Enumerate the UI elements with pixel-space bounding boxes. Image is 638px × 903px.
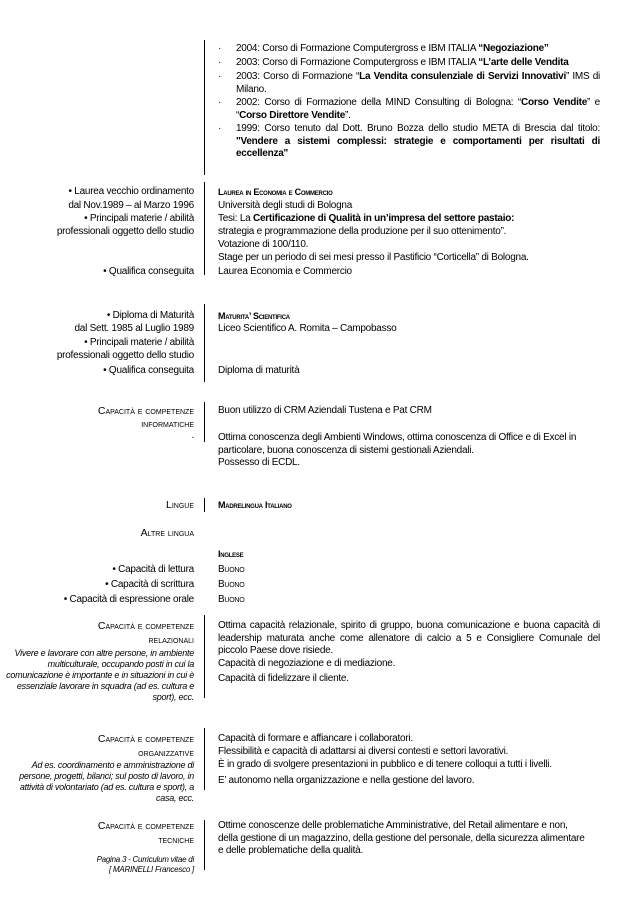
organizzative-label: organizzative bbox=[138, 747, 194, 759]
maturita-qualifica: Diploma di maturità bbox=[218, 365, 300, 376]
column-divider bbox=[204, 402, 205, 442]
organizzative-line: Flessibilità e capacità di adattarsi ai diversi contesti e settori lavorativi. bbox=[218, 746, 509, 757]
laurea-grade: Votazione di 100/110. bbox=[218, 239, 309, 250]
maturita-title: Maturita’ Scientifica bbox=[218, 311, 290, 321]
column-divider bbox=[204, 40, 205, 175]
bullet-icon: · bbox=[218, 71, 222, 82]
informatiche-crm: Buon utilizzo di CRM Aziendali Tustena e Pat CRM bbox=[218, 405, 432, 416]
relazionali-label: relazionali bbox=[148, 634, 194, 646]
bullet-icon: · bbox=[218, 97, 222, 108]
organizzative-line: E’ autonomo nella organizzazione e nella gestione del lavoro. bbox=[218, 775, 475, 786]
organizzative-line: È in grado di svolgere presentazioni in pubblico e di tenere colloqui a tutti i livelli. bbox=[218, 759, 552, 770]
maturita-dates-label: dal Sett. 1985 al Luglio 1989 bbox=[74, 323, 194, 334]
maturita-materie-label: professionali oggetto dello studio bbox=[56, 350, 194, 361]
tecniche-label: Capacità e competenze bbox=[97, 820, 194, 832]
orale-label: • Capacità di espressione orale bbox=[63, 594, 194, 605]
lingue-label: Lingue bbox=[165, 499, 194, 511]
relazionali-negoziazione: Capacità di negoziazione e di mediazione. bbox=[218, 658, 396, 669]
footer-page-label: Pagina 3 - Curriculum vitae di bbox=[96, 855, 194, 864]
organizzative-line: Capacità di formare e affiancare i collaboratori. bbox=[218, 733, 413, 744]
column-divider bbox=[204, 615, 205, 698]
column-divider bbox=[204, 728, 205, 790]
laurea-university: Università degli studi di Bologna bbox=[218, 200, 353, 211]
lettura-label: • Capacità di lettura bbox=[112, 564, 194, 575]
informatiche-label: Capacità e competenze bbox=[97, 405, 194, 417]
laurea-stage: Stage per un periodo di sei mesi presso il Pastificio “Corticella” di Bologna. bbox=[218, 252, 529, 263]
laurea-title: Laurea in Economia e Commercio bbox=[218, 187, 333, 197]
altre-lingue-label: Altre lingua bbox=[140, 527, 194, 539]
maturita-materie-label: • Principali materie / abilità bbox=[84, 337, 194, 348]
madrelingua: Madrelingua Italiano bbox=[218, 500, 292, 510]
relazionali-description: Vivere e lavorare con altre persone, in ambiente multiculturale, occupando posti in cui la comunicazione è importante e in situazioni in cui è essenziale lavorare in squadra (ad es. cultura e sport), ecc. bbox=[6, 648, 194, 702]
column-divider bbox=[204, 498, 205, 512]
informatiche-para: Ottima conoscenza degli Ambienti Windows, ottima conoscenza di Office e di Excel in particolare, buona conoscenza di sistemi gestionali Aziendali. bbox=[218, 432, 577, 456]
laurea-qualifica: Laurea Economia e Commercio bbox=[218, 266, 352, 277]
relazionali-label: Capacità e competenze bbox=[97, 620, 194, 632]
informatiche-ecdl: Possesso di ECDL. bbox=[218, 457, 300, 468]
footer-author: [ MARINELLI Francesco ] bbox=[109, 865, 194, 874]
laurea-type-label: • Laurea vecchio ordinamento bbox=[68, 186, 194, 197]
maturita-qualifica-label: • Qualifica conseguita bbox=[103, 365, 194, 376]
bullet-icon: · bbox=[218, 123, 222, 134]
laurea-materie-label: professionali oggetto dello studio bbox=[56, 226, 194, 237]
maturita-type-label: • Diploma di Maturità bbox=[106, 310, 194, 321]
maturita-school: Liceo Scientifico A. Romita – Campobasso bbox=[218, 323, 397, 334]
laurea-qualifica-label: • Qualifica conseguita bbox=[103, 266, 194, 277]
lettura-value: Buono bbox=[218, 564, 245, 575]
scrittura-value: Buono bbox=[218, 579, 245, 590]
lingua-name: Inglese bbox=[218, 549, 244, 559]
laurea-dates-label: dal Nov.1989 – al Marzo 1996 bbox=[68, 200, 194, 211]
bullet-icon: · bbox=[218, 43, 222, 54]
laurea-thesis: Tesi: La Certificazione di Qualità in un’impresa del settore pastaio: strategia e programmazione della produzione per il suo ottenimento”. bbox=[218, 213, 515, 237]
laurea-materie-label: • Principali materie / abilità bbox=[84, 213, 194, 224]
column-divider bbox=[204, 182, 205, 275]
bullet-icon: · bbox=[218, 57, 222, 68]
organizzative-description: Ad es. coordinamento e amministrazione di persone, progetti, bilanci; sul posto di lavoro, in attività di volontariato (ad es. cultura e sport), a casa, ecc. bbox=[19, 760, 194, 803]
tecniche-para: Ottime conoscenze delle problematiche Amministrative, del Retail alimentare e non, della gestione di un magazzino, della gestione del personale, della sicurezza alimentare e delle problematiche della qualità. bbox=[218, 820, 585, 856]
tecniche-label: tecniche bbox=[158, 834, 194, 846]
informatiche-label: informatiche bbox=[141, 418, 194, 430]
informatiche-label-dot: . bbox=[191, 430, 194, 441]
relazionali-fidelizzare: Capacità di fidelizzare il cliente. bbox=[218, 673, 349, 684]
scrittura-label: • Capacità di scrittura bbox=[105, 579, 194, 590]
organizzative-label: Capacità e competenze bbox=[97, 733, 194, 745]
column-divider bbox=[204, 304, 205, 382]
orale-value: Buono bbox=[218, 594, 245, 605]
column-divider bbox=[204, 820, 205, 870]
relazionali-para: Ottima capacità relazionale, spirito di gruppo, buona comunicazione e buona capacità di leadership maturata anche come allenatore di calcio a 5 e Consigliere Comunale del piccolo Paese dove risiede. bbox=[218, 620, 600, 656]
